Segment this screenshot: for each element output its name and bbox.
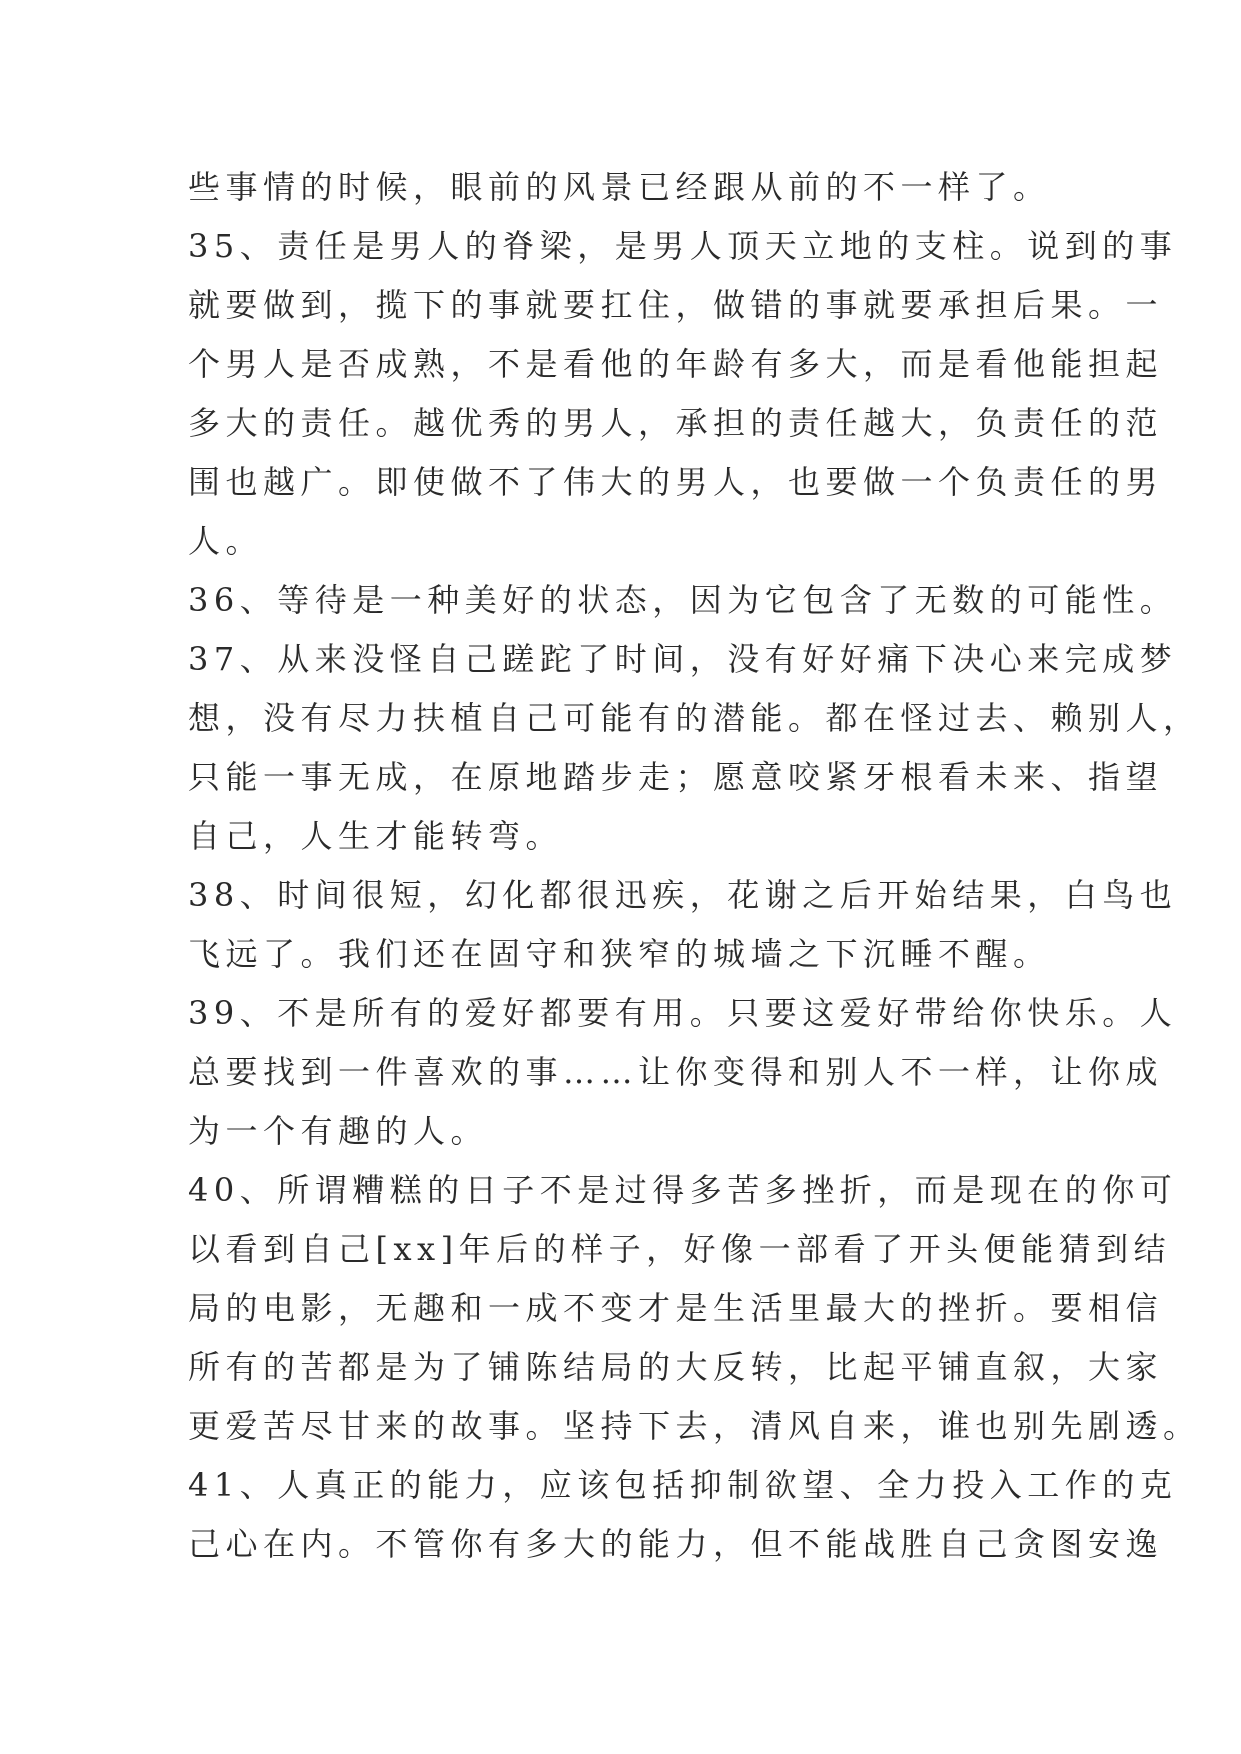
- text-line: 为一个有趣的人。: [188, 1112, 489, 1150]
- text-line: 38、时间很短，幻化都很迅疾，花谢之后开始结果，白鸟也: [188, 876, 1178, 914]
- text-line: 总要找到一件喜欢的事……让你变得和别人不一样，让你成: [188, 1053, 1164, 1091]
- text-line: 个男人是否成熟，不是看他的年龄有多大，而是看他能担起: [188, 345, 1164, 383]
- text-line: 己心在内。不管你有多大的能力，但不能战胜自己贪图安逸: [188, 1525, 1164, 1563]
- text-line: 36、等待是一种美好的状态，因为它包含了无数的可能性。: [188, 581, 1178, 619]
- text-line: 以看到自己[xx]年后的样子，好像一部看了开头便能猜到结: [188, 1230, 1172, 1268]
- text-line: 40、所谓糟糕的日子不是过得多苦多挫折，而是现在的你可: [188, 1171, 1178, 1209]
- text-line: 35、责任是男人的脊梁，是男人顶天立地的支柱。说到的事: [188, 227, 1178, 265]
- text-line: 想，没有尽力扶植自己可能有的潜能。都在怪过去、赖别人，: [188, 699, 1201, 737]
- text-line: 些事情的时候，眼前的风景已经跟从前的不一样了。: [188, 168, 1051, 206]
- text-line: 更爱苦尽甘来的故事。坚持下去，清风自来，谁也别先剧透。: [188, 1407, 1201, 1445]
- text-line: 局的电影，无趣和一成不变才是生活里最大的挫折。要相信: [188, 1289, 1164, 1327]
- text-line: 飞远了。我们还在固守和狭窄的城墙之下沉睡不醒。: [188, 935, 1051, 973]
- text-line: 39、不是所有的爱好都要有用。只要这爱好带给你快乐。人: [188, 994, 1178, 1032]
- text-line: 人。: [188, 522, 264, 560]
- text-line: 自己，人生才能转弯。: [188, 817, 564, 855]
- text-line: 41、人真正的能力，应该包括抑制欲望、全力投入工作的克: [188, 1466, 1178, 1504]
- text-line: 所有的苦都是为了铺陈结局的大反转，比起平铺直叙，大家: [188, 1348, 1164, 1386]
- text-line: 37、从来没怪自己蹉跎了时间，没有好好痛下决心来完成梦: [188, 640, 1178, 678]
- text-line: 只能一事无成，在原地踏步走；愿意咬紧牙根看未来、指望: [188, 758, 1164, 796]
- text-line: 多大的责任。越优秀的男人，承担的责任越大，负责任的范: [188, 404, 1164, 442]
- text-line: 就要做到，揽下的事就要扛住，做错的事就要承担后果。一: [188, 286, 1164, 324]
- document-body: [188, 158, 1201, 1574]
- text-line: 围也越广。即使做不了伟大的男人，也要做一个负责任的男: [188, 463, 1164, 501]
